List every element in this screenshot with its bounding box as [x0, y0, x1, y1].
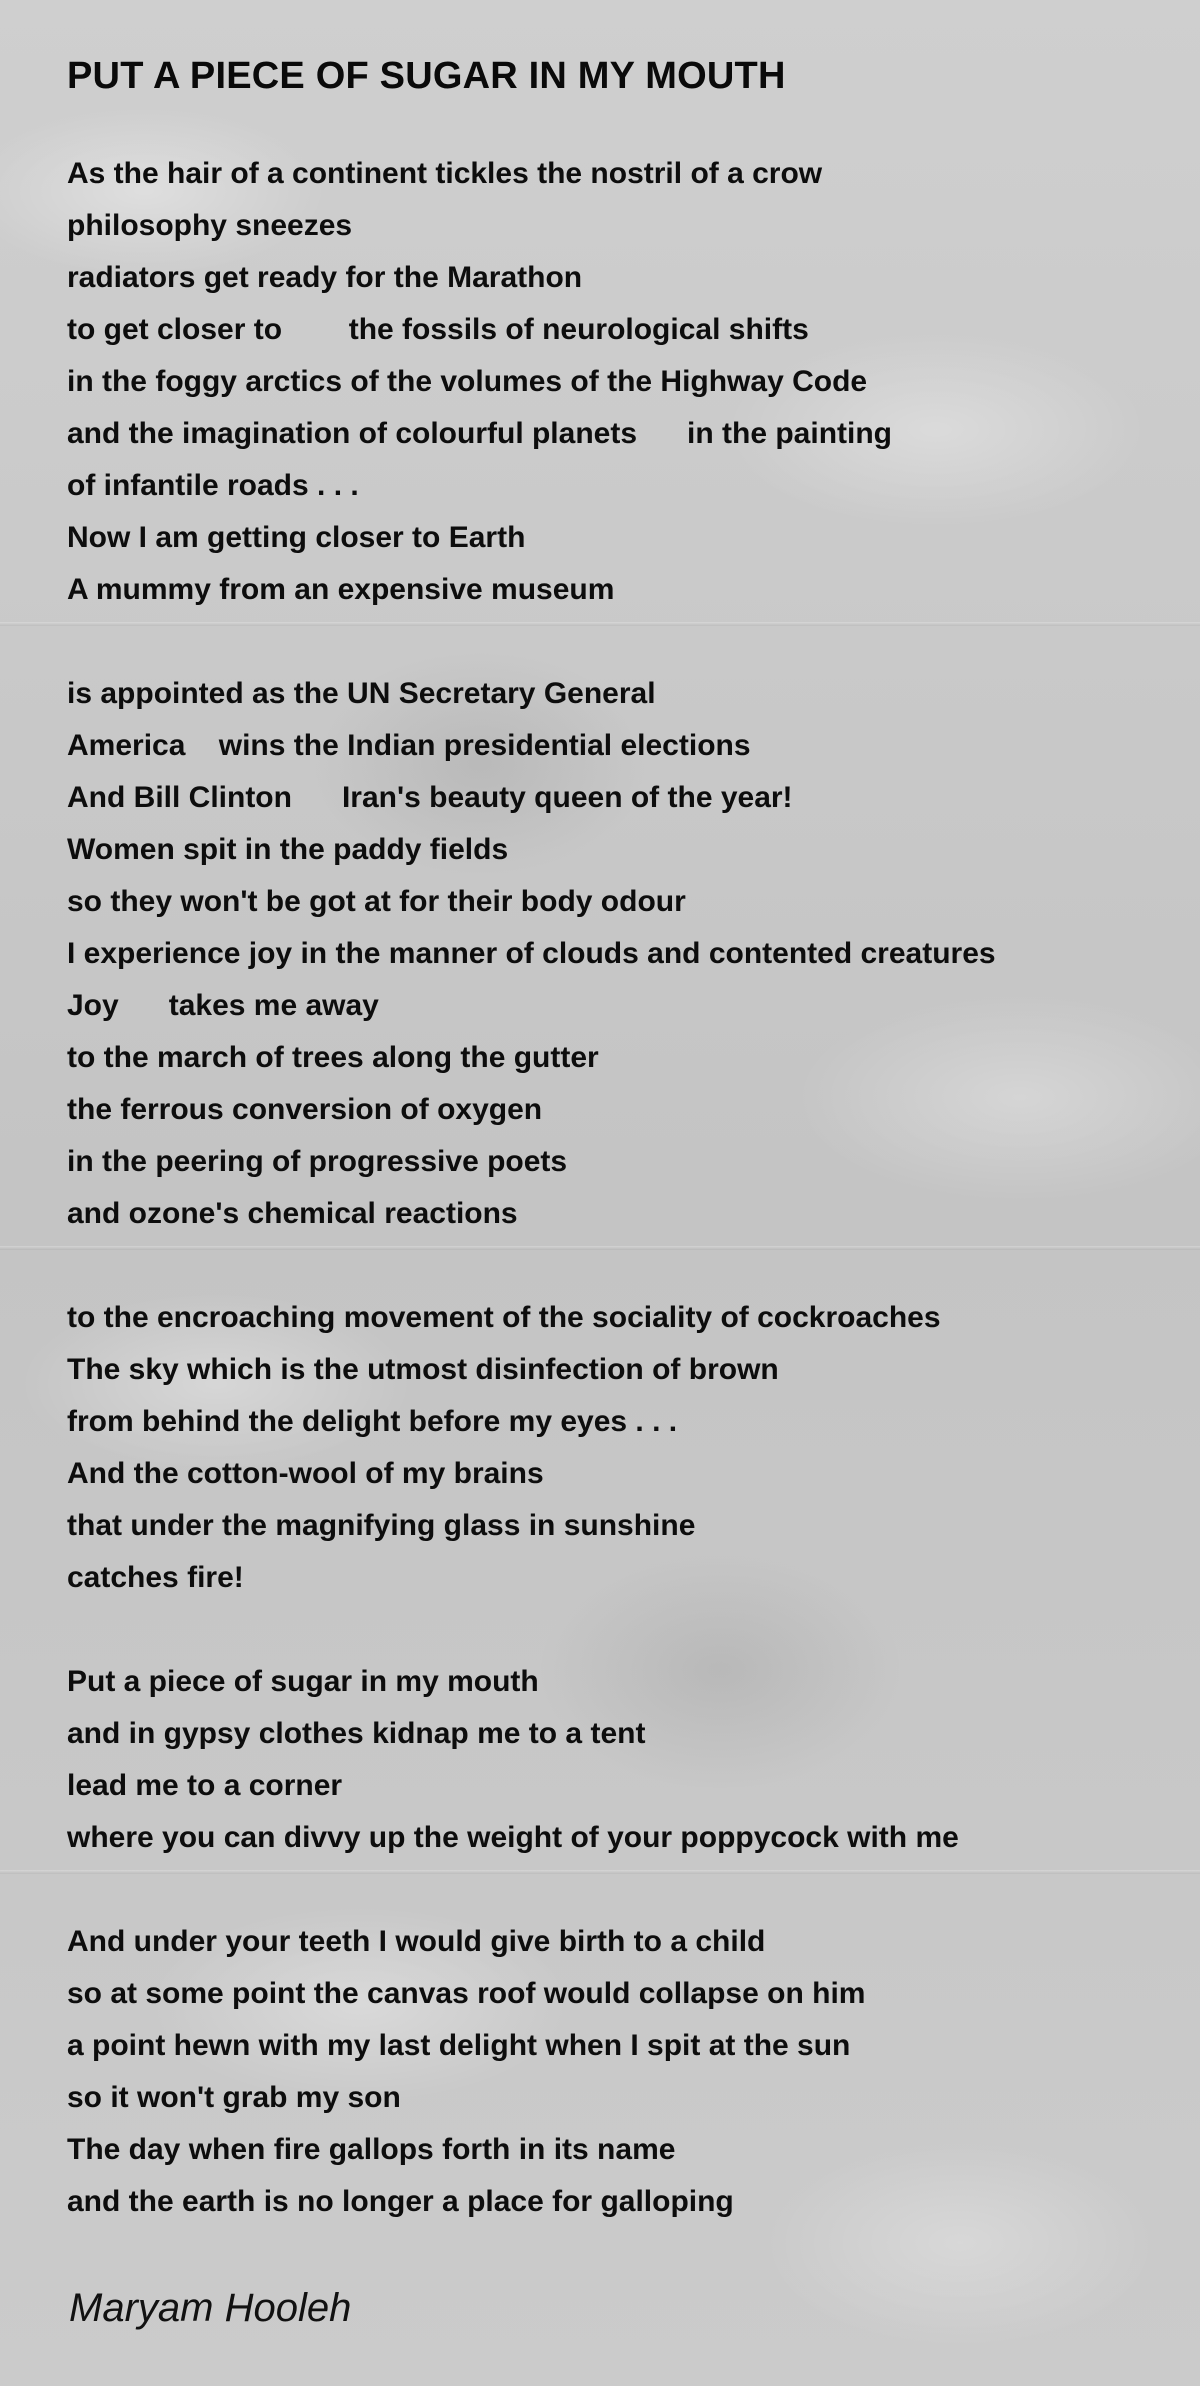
poem-line: As the hair of a continent tickles the nostril of a crow	[67, 157, 823, 190]
poem-line: the ferrous conversion of oxygen	[67, 1093, 543, 1126]
poem-line: lead me to a corner	[67, 1769, 343, 1802]
poem-body	[67, 50, 1167, 2280]
poem-line: that under the magnifying glass in sunshine	[67, 1509, 696, 1542]
poem-line: in the peering of progressive poets	[67, 1145, 568, 1178]
poem-line: And under your teeth I would give birth to a child	[67, 1925, 766, 1958]
poem-line: and in gypsy clothes kidnap me to a tent	[67, 1717, 646, 1750]
poem-title: PUT A PIECE OF SUGAR IN MY MOUTH	[67, 55, 786, 97]
poem-line: America wins the Indian presidential elections	[67, 729, 751, 762]
poem-line: A mummy from an expensive museum	[67, 573, 615, 606]
poem-line: where you can divvy up the weight of your poppycock with me	[67, 1821, 959, 1854]
poem-line: The sky which is the utmost disinfection of brown	[67, 1353, 779, 1386]
poem-line: so they won't be got at for their body odour	[67, 885, 686, 918]
poem-line: Put a piece of sugar in my mouth	[67, 1665, 539, 1698]
poem-line: The day when fire gallops forth in its name	[67, 2133, 676, 2166]
poem-line: a point hewn with my last delight when I spit at the sun	[67, 2029, 851, 2062]
poem-line: is appointed as the UN Secretary General	[67, 677, 656, 710]
stanza-4	[67, 1656, 1167, 1864]
poem-line: radiators get ready for the Marathon	[67, 261, 583, 294]
poem-line: And Bill Clinton Iran's beauty queen of the year!	[67, 781, 793, 814]
poem-line: to get closer to the fossils of neurological shifts	[67, 313, 809, 346]
poem-line: to the encroaching movement of the sociality of cockroaches	[67, 1301, 941, 1334]
poem-line: and the earth is no longer a place for galloping	[67, 2185, 734, 2218]
poem-line: and the imagination of colourful planets in the painting	[67, 417, 892, 450]
poem-line: catches fire!	[67, 1561, 244, 1594]
poem-line: Joy takes me away	[67, 989, 379, 1022]
poem-line: from behind the delight before my eyes . . .	[67, 1405, 678, 1438]
poem-line: I experience joy in the manner of clouds and contented creatures	[67, 937, 996, 970]
poem-line: in the foggy arctics of the volumes of the Highway Code	[67, 365, 868, 398]
poem-line: so at some point the canvas roof would collapse on him	[67, 1977, 866, 2010]
stanza-2	[67, 668, 1167, 1240]
poem-line: philosophy sneezes	[67, 209, 353, 242]
stanza-3	[67, 1292, 1167, 1604]
poem-line: And the cotton-wool of my brains	[67, 1457, 544, 1490]
poem-line: and ozone's chemical reactions	[67, 1197, 518, 1230]
poem-author: Maryam Hooleh	[69, 2286, 352, 2330]
stanza-1	[67, 148, 1167, 616]
poem-line: so it won't grab my son	[67, 2081, 401, 2114]
poem-line: to the march of trees along the gutter	[67, 1041, 599, 1074]
stanza-5	[67, 1916, 1167, 2228]
poem-line: Women spit in the paddy fields	[67, 833, 509, 866]
poem-line: of infantile roads . . .	[67, 469, 359, 502]
poem-line: Now I am getting closer to Earth	[67, 521, 526, 554]
